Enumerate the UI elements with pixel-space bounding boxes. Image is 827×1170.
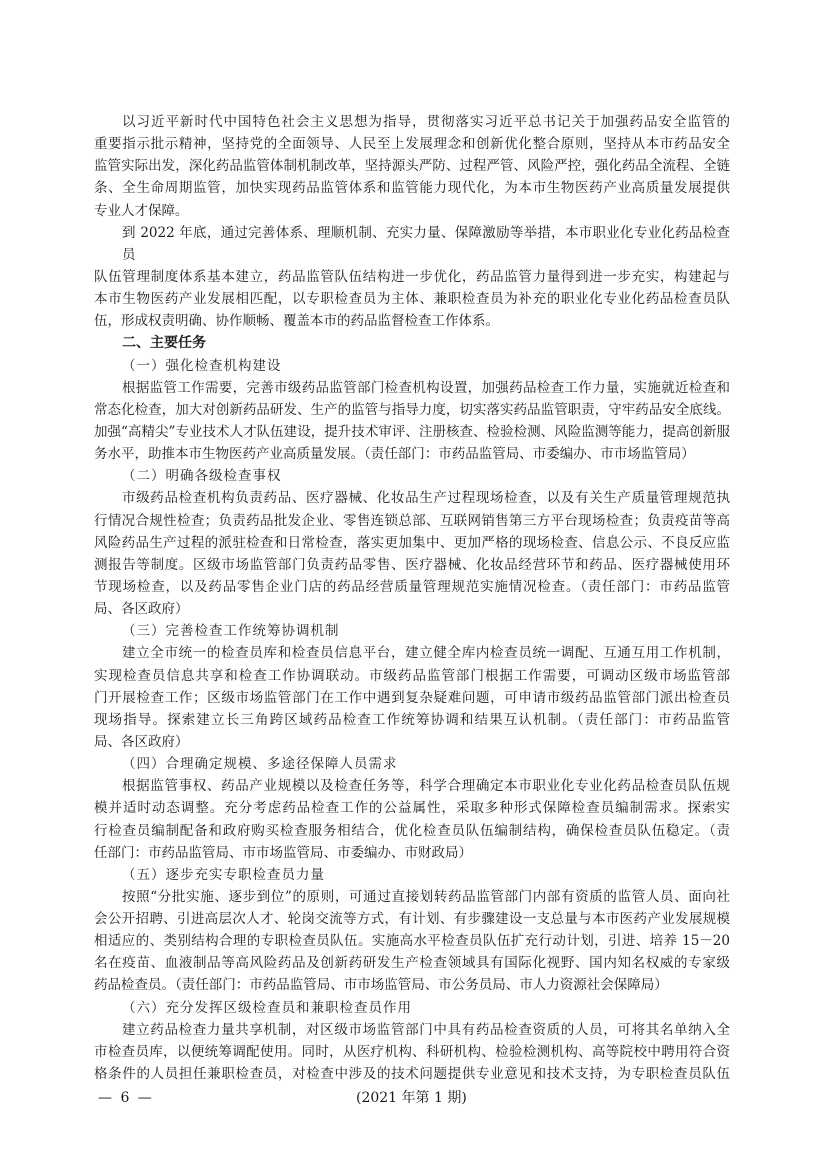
paragraph [94,886,730,997]
text-line: 模并适时动态调整。充分考虑药品检查工作的公益属性，采取多种形式保障检查员编制需求。探索实 [94,800,730,817]
subsection-heading [94,465,730,487]
text-line: 节现场检查，以及药品零售企业门店的药品经营质量管理规范实施情况检查。（责任部门：市药品监管 [94,578,730,595]
text-line: 伍，形成权责明确、协作顺畅、覆盖本市的药品监督检查工作体系。 [94,313,499,330]
paragraph [94,1019,730,1085]
text-line: 按照“分批实施、逐步到位”的原则，可通过直接划转药品监管部门内部有资质的监管人员、面向社 [122,888,730,905]
subsection-heading [94,355,730,377]
text-line: 重要指示批示精神，坚持党的全面领导、人民至上发展理念和创新优化整合原则，坚持从本市药品安全 [94,136,730,153]
subsection-heading [94,997,730,1019]
text-line: 市级药品检查机构负责药品、医疗器械、化妆品生产过程现场检查，以及有关生产质量管理规范执 [122,490,730,507]
section-heading [94,332,730,354]
text-line: 局、各区政府） [94,601,189,618]
paragraph [94,222,730,333]
paragraph [94,642,730,753]
text-line: 实现检查员信息共享和检查工作协调联动。市级药品监管部门根据工作需要，可调动区级市场监管部 [94,667,730,684]
text-line: 药品检查员。（责任部门：市药品监管局、市市场监管局、市公务员局、市人力资源社会保障局） [94,977,668,994]
paragraph [94,377,730,466]
page [94,111,730,1109]
text-line: 常态化检查，加大对创新药品研发、生产的监管与指导力度，切实落实药品监管职责，守牢药品安全底线。 [94,401,730,418]
text-line: （一）强化检查机构建设 [122,357,282,374]
text-line: 现场指导。探索建立长三角跨区域药品检查工作统筹协调和结果互认机制。（责任部门：市药品监管 [94,711,730,728]
subsection-heading [94,864,730,886]
text-line: 监管实际出发，深化药品监管体制机制改革，坚持源头严防、过程严管、风险严控，强化药品全流程、全链 [94,158,730,175]
text-line: 队伍管理制度体系基本建立，药品监管队伍结构进一步优化，药品监管力量得到进一步充实，构建起与 [94,268,730,285]
text-line: （三）完善检查工作统筹协调机制 [122,623,340,640]
text-line: 根据监管工作需要，完善市级药品监管部门检查机构设置，加强药品检查工作力量，实施就近检查和 [122,379,730,396]
paragraph [94,111,730,222]
issue-label: (2021 年第 1 期) [356,1090,467,1107]
page-number: — 6 — [98,1090,154,1107]
text-line: 局、各区政府） [94,733,189,750]
text-line: 任部门：市药品监管局、市市场监管局、市委编办、市财政局） [94,844,472,861]
page-footer [94,1087,730,1109]
text-line: （二）明确各级检查事权 [122,468,282,485]
subsection-heading [94,753,730,775]
text-line: （五）逐步充实专职检查员力量 [122,866,325,883]
text-line: 二、主要任务 [122,335,206,352]
text-line: 专业人才保障。 [94,202,189,219]
text-line: 风险药品生产过程的派驻检查和日常检查，落实更加集中、更加严格的现场检查、信息公示、不良反应监 [94,534,730,551]
text-line: 加强“高精尖”专业技术人才队伍建设，提升技术审评、注册核查、检验检测、风险监测等能力，提高创新服 [94,423,730,440]
text-line: 测报告等制度。区级市场监管部门负责药品零售、医疗器械、化妆品经营环节和药品、医疗器械使用环 [94,556,730,573]
text-line: 务水平，助推本市生物医药产业高质量发展。（责任部门：市药品监管局、市委编办、市市场监管局） [94,446,695,463]
text-line: 本市生物医药产业发展相匹配，以专职检查员为主体、兼职检查员为补充的职业化专业化药品检查员队 [94,291,730,308]
text-line: 会公开招聘、引进高层次人才、轮岗交流等方式，有计划、有步骤建设一支总量与本市医药产业发展规模 [94,911,730,928]
text-line: （四）合理确定规模、多途径保障人员需求 [122,756,398,773]
document-body [94,111,730,1085]
text-line: （六）充分发挥区级检查员和兼职检查员作用 [122,999,412,1016]
text-line: 格条件的人员担任兼职检查员，对检查中涉及的技术问题提供专业意见和技术支持，为专职检查员队伍 [94,1066,730,1083]
text-line: 条、全生命周期监管，加快实现药品监管体系和监管能力现代化，为本市生物医药产业高质量发展提供 [94,180,730,197]
text-line: 名在疫苗、血液制品等高风险药品及创新药研发生产检查领域具有国际化视野、国内知名权威的专家级 [94,955,730,972]
text-line: 行情况合规性检查；负责药品批发企业、零售连锁总部、互联网销售第三方平台现场检查；负责疫苗等高 [94,512,730,529]
paragraph [94,775,730,864]
text-line: 以习近平新时代中国特色社会主义思想为指导，贯彻落实习近平总书记关于加强药品安全监管的 [122,114,730,130]
paragraph [94,487,730,620]
text-line: 建立药品检查力量共享机制，对区级市场监管部门中具有药品检查资质的人员，可将其名单纳入全 [122,1021,730,1038]
text-line: 门开展检查工作；区级市场监管部门在工作中遇到复杂疑难问题，可申请市级药品监管部门派出检查员 [94,689,730,706]
text-line: 根据监管事权、药品产业规模以及检查任务等，科学合理确定本市职业化专业化药品检查员队伍规 [122,778,730,795]
subsection-heading [94,620,730,642]
text-line: 相适应的、类别结构合理的专职检查员队伍。实施高水平检查员队伍扩充行动计划，引进、培养 15－20 [94,933,730,950]
text-line: 到 2022 年底，通过完善体系、理顺机制、充实力量、保障激励等举措，本市职业化专业化药品检查员 [122,224,730,263]
text-line: 建立全市统一的检查员库和检查员信息平台，建立健全库内检查员统一调配、互通互用工作机制， [122,645,730,662]
text-line: 市检查员库，以便统筹调配使用。同时，从医疗机构、科研机构、检验检测机构、高等院校中聘用符合资 [94,1043,730,1060]
text-line: 行检查员编制配备和政府购买检查服务相结合，优化检查员队伍编制结构，确保检查员队伍稳定。（责 [94,822,730,839]
